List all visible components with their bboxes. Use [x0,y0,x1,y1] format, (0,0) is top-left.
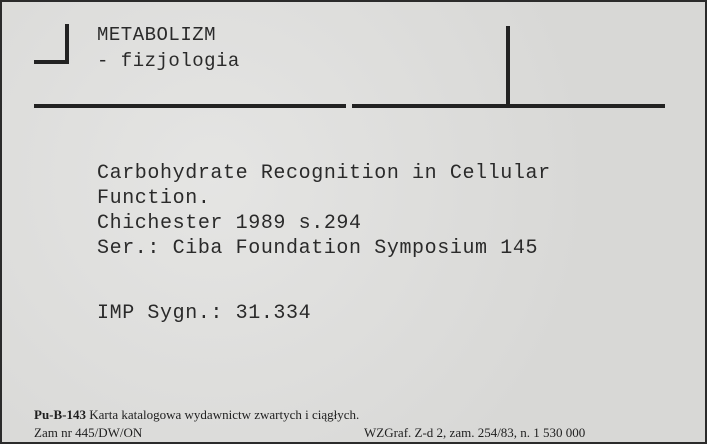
bracket-vertical-stroke [65,24,69,64]
title-line-2: Function. [97,187,211,210]
footer-printer: WZGraf. Z-d 2, zam. 254/83, n. 1 530 000 [364,425,586,440]
footer-order: Zam nr 445/DW/ON [34,425,143,440]
footer-form-line [34,407,359,423]
heading-rule-left [34,104,346,108]
subject-heading: METABOLIZM [97,24,217,46]
heading-divider-vertical [506,26,510,106]
call-number: IMP Sygn.: 31.334 [97,302,312,325]
corner-bracket-mark [34,24,70,64]
catalog-card [2,2,705,442]
series-line: Ser.: Ciba Foundation Symposium 145 [97,237,539,260]
bracket-horizontal-stroke [34,60,69,64]
heading-rule-right [352,104,665,108]
title-line-1: Carbohydrate Recognition in Cellular [97,162,551,185]
imprint-line: Chichester 1989 s.294 [97,212,362,235]
subject-subheading: - fizjologia [97,50,240,72]
form-title: Karta katalogowa wydawnictw zwartych i ciągłych. [89,407,360,422]
form-code: Pu-B-143 [34,407,86,422]
